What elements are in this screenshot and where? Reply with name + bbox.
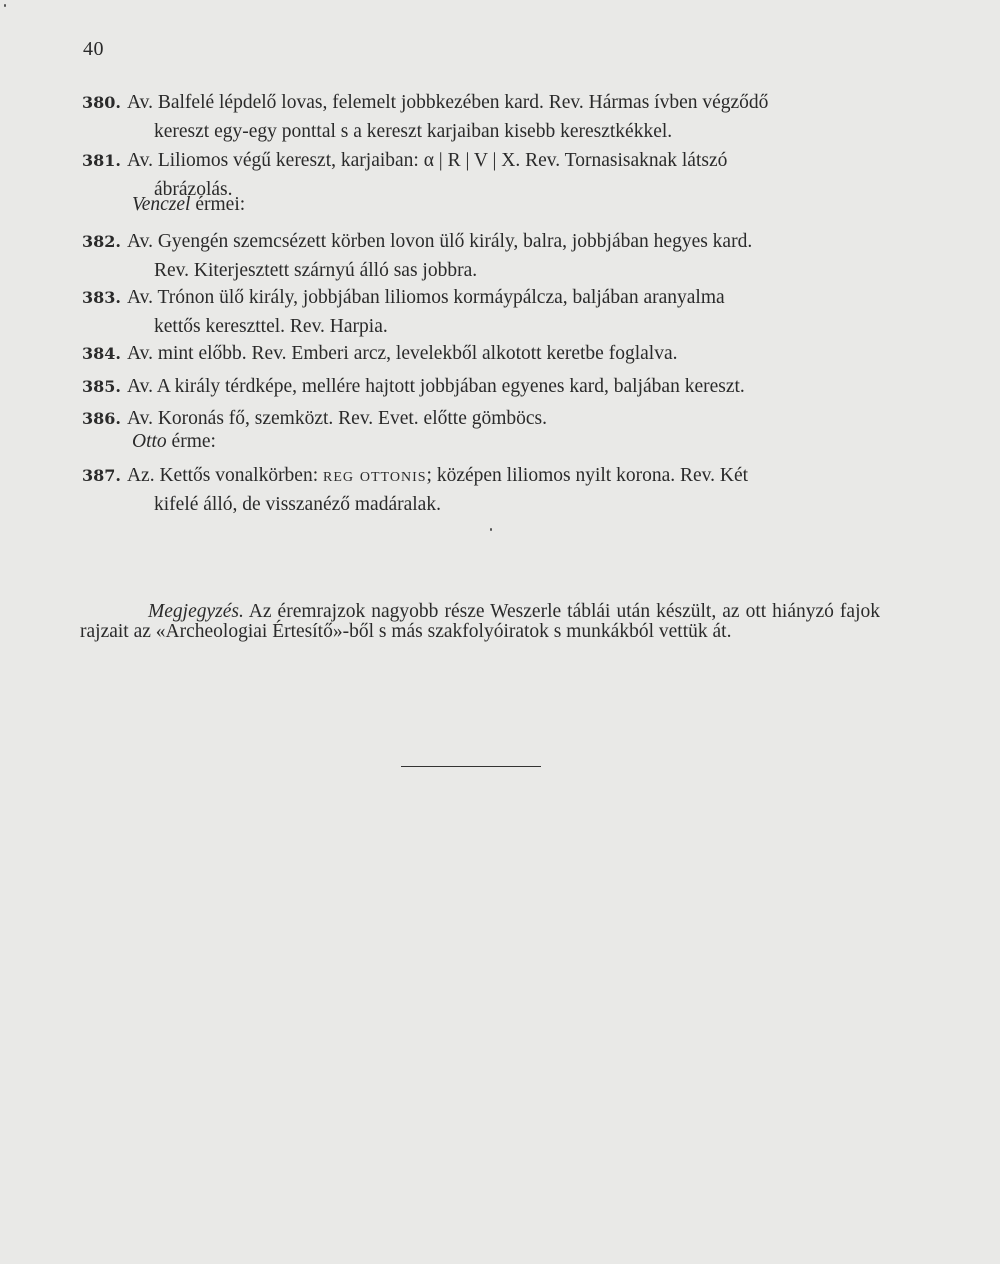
entry-383 <box>82 283 882 341</box>
footnote <box>80 602 880 642</box>
entry-text: Av. Trónon ülő király, jobbjában liliomos kormáypálcza, baljában aranyalma <box>126 287 725 308</box>
entry-text: Av. Koronás fő, szemközt. Rev. Evet. előtte gömböcs. <box>126 408 548 429</box>
print-speck <box>490 528 492 531</box>
entry-380 <box>82 88 882 146</box>
section-heading-venczel: Venczel érmei: <box>132 194 246 215</box>
entry-number: 382. <box>82 232 121 251</box>
entry-text: Av. mint előbb. Rev. Emberi arcz, levelekből alkotott keretbe foglalva. <box>126 343 678 364</box>
entry-number: 385. <box>82 377 121 396</box>
closing-rule <box>401 766 541 767</box>
entry-text-continued: kereszt egy-egy ponttal s a kereszt karjaiban kisebb keresztkékkel. <box>154 121 673 142</box>
footnote-label: Megjegyzés. <box>148 601 244 622</box>
footnote-text: Az éremrajzok nagyobb része Weszerle táblái után készült, az ott hiányzó fajok rajzait az «Archeologiai Értesítő»-ből s más szakfolyóiratok s munkákból vettük át. <box>80 601 880 642</box>
print-speck <box>4 4 6 7</box>
entry-number: 384. <box>82 344 121 363</box>
entry-text: Av. Balfelé lépdelő lovas, felemelt jobbkezében kard. Rev. Hármas ívben végződő <box>126 92 769 113</box>
entry-text-continued: kifelé álló, de visszanéző madáralak. <box>154 494 441 515</box>
entry-number: 386. <box>82 409 121 428</box>
entry-number: 387. <box>82 466 121 485</box>
entry-385 <box>82 372 882 401</box>
entry-text: Av. Gyengén szemcsézett körben lovon ülő király, balra, jobbjában hegyes kard. <box>126 231 753 252</box>
entry-text-continued: Rev. Kiterjesztett szárnyú álló sas jobbra. <box>154 260 478 281</box>
entry-text: Av. A király térdképe, mellére hajtott jobbjában egyenes kard, baljában kereszt. <box>126 376 745 397</box>
entry-number: 381. <box>82 151 121 170</box>
entry-text: Av. Liliomos végű kereszt, karjaiban: α | R | V | X. Rev. Tornasisaknak látszó <box>126 150 728 171</box>
entry-382 <box>82 227 882 285</box>
ruler-name: Otto <box>132 431 167 452</box>
entry-387: 387. Az. Kettős vonalkörben: reg ottonis; középen liliomos nyilt korona. Rev. Két kifelé álló, de visszanéző madáralak. <box>82 461 882 519</box>
entry-number: 380. <box>82 93 121 112</box>
ruler-name: Venczel <box>132 194 191 215</box>
page-number: 40 <box>83 38 104 60</box>
legend-inscription: reg ottonis <box>323 465 427 486</box>
section-heading-otto: Otto érme: <box>132 431 216 452</box>
entry-text-continued: kettős kereszttel. Rev. Harpia. <box>154 316 388 337</box>
entry-384 <box>82 339 882 368</box>
entry-number: 383. <box>82 288 121 307</box>
entry-text-continued: ábrázolás. <box>154 179 233 200</box>
